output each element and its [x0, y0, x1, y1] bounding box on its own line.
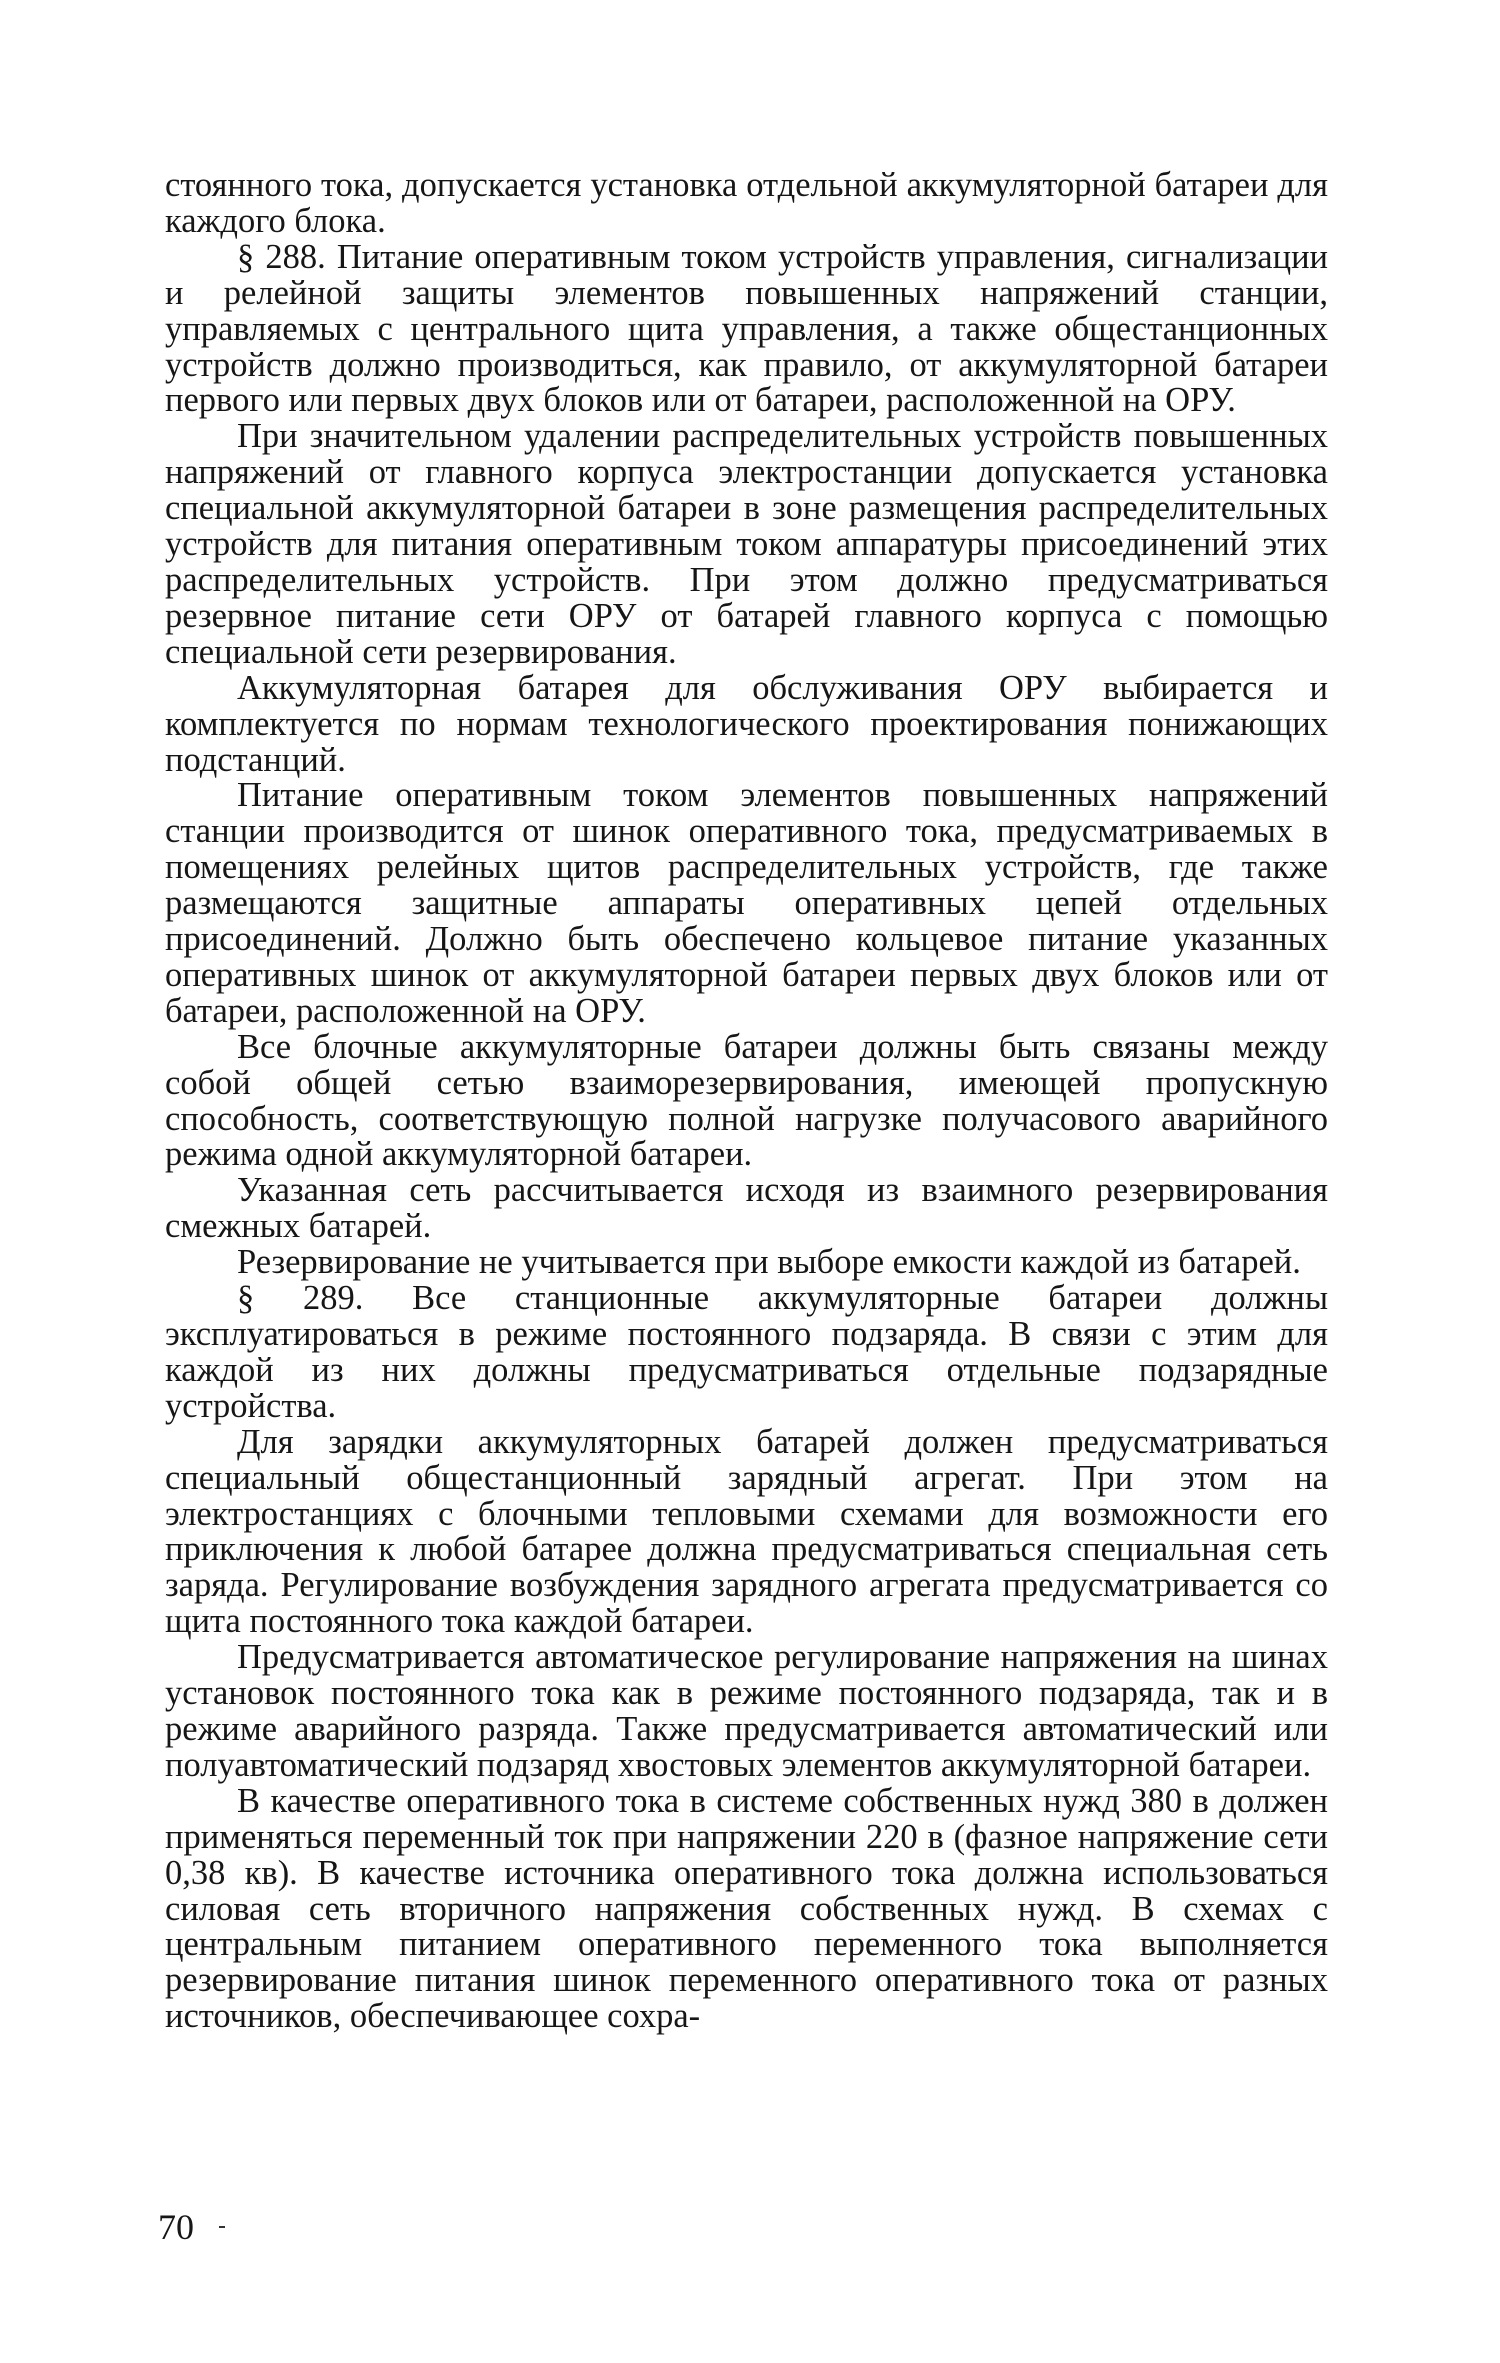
- page-number-underline: [219, 2226, 225, 2228]
- paragraph: Предусматривается автоматическое регулирование напряжения на шинах установок постоянного тока как в режиме постоянного подзаряда, так и в режиме аварийного разряда. Также предусматривается автоматический или полуавтоматический подзаряд хвостовых элементов аккумуляторной батареи.: [165, 1638, 1328, 1784]
- paragraph: Для зарядки аккумуляторных батарей должен предусматриваться специальный общестанционный зарядный агрегат. При этом на электростанциях с блочными тепловыми схемами для возможности его приключения к любой батарее должна предусматриваться специальная сеть заряда. Регулирование возбуждения зарядного агрегата предусматривается со щита постоянного тока каждой батареи.: [165, 1422, 1328, 1641]
- paragraph: Резервирование не учитывается при выборе емкости каждой из батарей.: [237, 1243, 1301, 1282]
- paragraph: Аккумуляторная батарея для обслуживания ОРУ выбирается и комплектуется по нормам технологического проектирования понижающих подстанций.: [165, 668, 1328, 779]
- paragraph: Питание оперативным током элементов повышенных напряжений станции производится от шинок оперативного тока, предусматриваемых в помещениях релейных щитов распределительных устройств, где также размещаются защитные аппараты оперативных цепей отдельных присоединений. Должно быть обеспечено кольцевое питание указанных оперативных шинок от аккумуляторной батареи первых двух блоков или от батареи, расположенной на ОРУ.: [165, 776, 1328, 1030]
- paragraph-section-289: § 289. Все станционные аккумуляторные батареи должны эксплуатироваться в режиме постоянного подзаряда. В связи с этим для каждой из них должны предусматриваться отдельные подзарядные устройства.: [165, 1279, 1328, 1425]
- paragraph: В качестве оперативного тока в системе собственных нужд 380 в должен применяться переменный ток при напряжении 220 в (фазное напряжение сети 0,38 кв). В качестве источника оперативного тока должна использоваться силовая сеть вторичного напряжения собственных нужд. В схемах с центральным питанием оперативного переменного тока выполняется резервирование питания шинок переменного оперативного тока от разных источников, обеспечивающее сохра-: [165, 1781, 1328, 2036]
- page-number: 70: [158, 2207, 194, 2247]
- paragraph: При значительном удалении распределительных устройств повышенных напряжений от главного корпуса электростанции допускается установка специальной аккумуляторной батареи в зоне размещения распределительных устройств для питания оперативным током аппаратуры присоединений этих распределительных устройств. При этом должно предусматриваться резервное питание сети ОРУ от батарей главного корпуса с помощью специальной сети резервирования.: [165, 417, 1328, 671]
- paragraph: Все блочные аккумуляторные батареи должны быть связаны между собой общей сетью взаиморезервирования, имеющей пропускную способность, соответствующую полной нагрузке получасового аварийного режима одной аккумуляторной батареи.: [165, 1027, 1328, 1174]
- paragraph-continuation: стоянного тока, допускается установка отдельной аккумуляторной батареи для каждого блока.: [165, 166, 1328, 240]
- paragraph-section-288: § 288. Питание оперативным током устройств управления, сигнализации и релейной защиты элементов повышенных напряжений станции, управляемых с центрального щита управления, а также общестанционных устройств должно производиться, как правило, от аккумуляторной батареи первого или первых двух блоков или от батареи, расположенной на ОРУ.: [165, 237, 1328, 420]
- paragraph: Указанная сеть рассчитывается исходя из взаимного резервирования смежных батарей.: [165, 1171, 1328, 1246]
- page-text: [165, 168, 1328, 2035]
